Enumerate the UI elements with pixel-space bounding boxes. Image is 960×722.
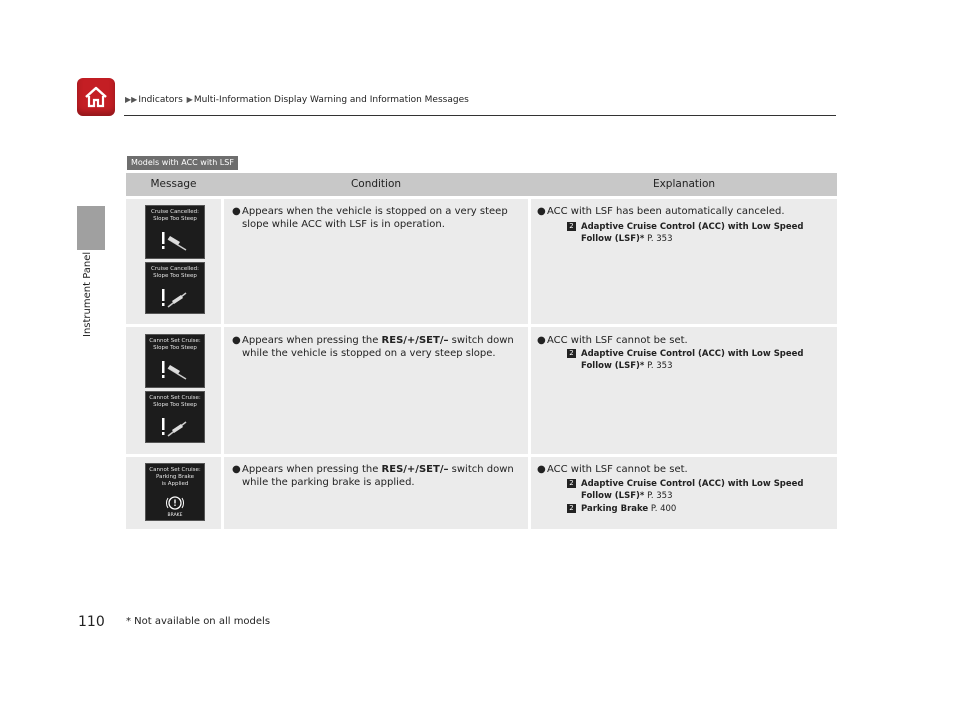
- reference-title: Parking Brake: [581, 504, 649, 514]
- reference-title: Adaptive Cruise Control (ACC) with Low Speed Follow (LSF): [581, 479, 804, 501]
- explanation-text: ACC with LSF has been automatically canceled.: [547, 206, 785, 217]
- vehicle-on-slope-icon: [160, 359, 190, 383]
- display-screen: [145, 262, 205, 314]
- reference-arrow-icon: 2: [567, 349, 576, 358]
- reference-title: Adaptive Cruise Control (ACC) with Low Speed Follow (LSF): [581, 222, 804, 244]
- condition-bullet: ● Appears when pressing the RES/+/SET/– switch down while the vehicle is stopped on a very steep slope.: [232, 335, 514, 359]
- condition-text: switch down while the vehicle is stopped on a very steep slope.: [242, 335, 514, 359]
- message-cell: [126, 457, 221, 529]
- brake-label: BRAKE: [167, 513, 183, 518]
- section-tag: Models with ACC with LSF: [127, 156, 238, 170]
- breadcrumb-item[interactable]: Indicators: [138, 95, 183, 105]
- display-screen: [145, 463, 205, 521]
- condition-text: switch down while the parking brake is applied.: [242, 464, 514, 488]
- reference-arrow-icon: 2: [567, 479, 576, 488]
- condition-text: Appears when the vehicle is stopped on a very steep slope while ACC with LSF is in operation.: [242, 206, 508, 230]
- home-button[interactable]: [77, 78, 115, 116]
- explanation-bullet: ● ACC with LSF cannot be set.: [537, 463, 832, 476]
- reference-arrow-icon: 2: [567, 504, 576, 513]
- reference-arrow-icon: 2: [567, 222, 576, 231]
- explanation-bullet: ● ACC with LSF has been automatically canceled.: [537, 205, 832, 218]
- column-header-explanation: Explanation: [652, 178, 716, 190]
- condition-bullet: ● Appears when pressing the RES/+/SET/– switch down while the parking brake is applied.: [232, 464, 514, 488]
- screen-line: Cruise Cancelled: Slope Too Steep: [150, 266, 199, 279]
- condition-cell: [224, 457, 528, 529]
- reference-star: *: [639, 491, 645, 501]
- reference-page: P. 353: [647, 491, 673, 501]
- breadcrumb-arrow-icon: ▶▶: [125, 95, 138, 104]
- home-icon: [82, 83, 110, 111]
- page-reference[interactable]: [567, 478, 831, 502]
- explanation-cell: [531, 327, 837, 454]
- reference-star: *: [639, 234, 645, 244]
- sidebar-tab: [77, 206, 105, 250]
- condition-text: Appears when pressing the: [242, 335, 382, 346]
- screen-line: Cannot Set Cruise: Parking Brake is Applied: [149, 467, 201, 487]
- page-number: 110: [78, 614, 105, 630]
- header-divider: [124, 115, 836, 116]
- vehicle-on-slope-icon: [160, 416, 190, 440]
- condition-cell: [224, 327, 528, 454]
- display-screen: [145, 205, 205, 259]
- footnote: * Not available on all models: [126, 616, 271, 627]
- parking-brake-icon: [163, 494, 187, 518]
- message-cell: [126, 327, 221, 454]
- screen-line: Cruise Cancelled: Slope Too Steep: [150, 209, 199, 222]
- vehicle-on-slope-icon: [160, 230, 190, 254]
- reference-page: P. 353: [647, 234, 673, 244]
- explanation-cell: [531, 199, 837, 324]
- page-reference[interactable]: [567, 348, 831, 372]
- vehicle-on-slope-icon: [160, 287, 190, 311]
- explanation-cell: [531, 457, 837, 529]
- condition-bullet: ● Appears when the vehicle is stopped on a very steep slope while ACC with LSF is in operation.: [232, 206, 508, 230]
- screen-line: Cannot Set Cruise: Slope Too Steep: [149, 338, 201, 351]
- page-reference[interactable]: [567, 221, 831, 245]
- reference-star: *: [639, 361, 645, 371]
- reference-title: Adaptive Cruise Control (ACC) with Low Speed Follow (LSF): [581, 349, 804, 371]
- breadcrumb-item[interactable]: Multi-Information Display Warning and Information Messages: [193, 95, 469, 105]
- column-header-condition: Condition: [224, 173, 528, 196]
- table-header: [126, 173, 837, 196]
- explanation-text: ACC with LSF cannot be set.: [547, 464, 688, 475]
- reference-page: P. 400: [650, 504, 677, 514]
- column-header-message: Message: [150, 178, 197, 190]
- breadcrumb-arrow-icon: ▶: [186, 95, 193, 104]
- screen-line: Cannot Set Cruise: Slope Too Steep: [149, 395, 201, 408]
- sidebar-label: Instrument Panel: [82, 251, 93, 337]
- display-screen: [145, 391, 205, 443]
- condition-text: Appears when pressing the: [242, 464, 382, 475]
- message-cell: [126, 199, 221, 324]
- condition-cell: [224, 199, 528, 324]
- display-screen: [145, 334, 205, 388]
- switch-name: RES/+/SET/–: [381, 335, 449, 346]
- breadcrumb: [124, 95, 469, 105]
- page-reference[interactable]: [567, 503, 831, 515]
- table-row: [126, 327, 837, 454]
- explanation-text: ACC with LSF cannot be set.: [547, 335, 688, 346]
- reference-page: P. 353: [647, 361, 673, 371]
- table-row: [126, 199, 837, 324]
- explanation-bullet: ● ACC with LSF cannot be set.: [537, 334, 832, 347]
- table-row: [126, 457, 837, 529]
- switch-name: RES/+/SET/–: [381, 464, 449, 475]
